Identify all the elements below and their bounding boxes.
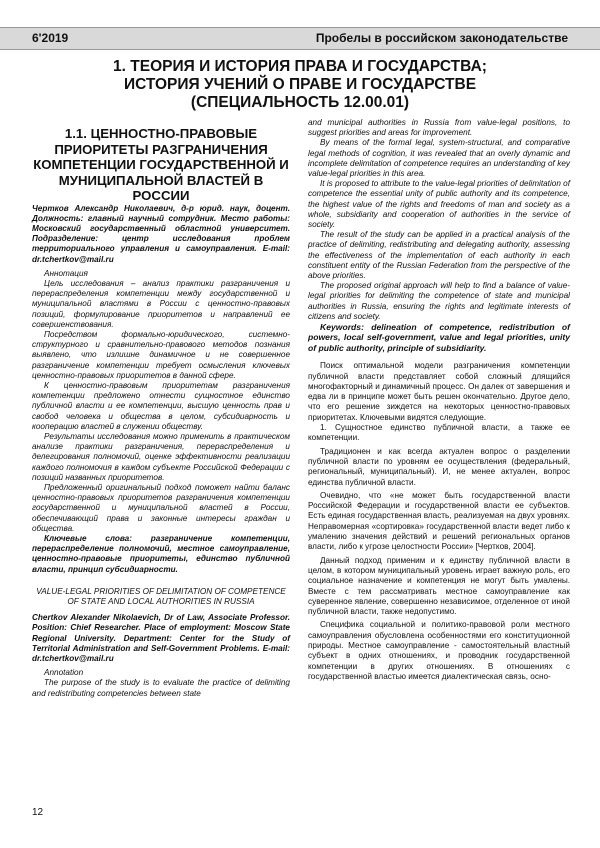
article-title-en: VALUE-LEGAL PRIORITIES OF DELIMITATION OF COMPETENCE OF STATE AND LOCAL AUTHORITIES IN RUSSIA <box>36 586 286 607</box>
abstract-en-paragraph: By means of the formal legal, system-structural, and comparative legal methods of cognition, it was revealed that an overly dynamic and incomplete delimitation of competence requires an understanding of key value-legal priorities in this area. <box>308 138 570 179</box>
abstract-en-paragraph: The result of the study can be applied in a practical analysis of the practice of delimiting, redistributing and delegating authority, assessing the effectiveness of the implementation of each authority in each constituent entity of the Russian Federation from the perspective of the above priorities. <box>308 230 570 281</box>
journal-title: Пробелы в российском законодательстве <box>315 31 568 45</box>
author-info-en: Chertkov Alexander Nikolaevich, Dr of Law, Associate Professor. Position: Chief Researcher. Place of employment: Moscow State Regional University. Department: Center for the Study of Territorial Administration and Self-Government Problems. E-mail: dr.tchertkov@mail.ru <box>32 613 290 664</box>
abstract-ru-paragraph: Цель исследования – анализ практики разграничения и перераспределения компетенции между государственной и муниципальной властями в России с ценностно-правовых позиций, формулирование приоритетов и направлений ее совершенствования. <box>32 278 290 329</box>
abstract-en-paragraph: and municipal authorities in Russia from value-legal positions, to suggest priorities and areas for improvement. <box>308 118 570 138</box>
abstract-ru-paragraph: Посредством формально-юридического, системно-структурного и сравнительно-правового методов познания выявлено, что излишне динамичное и не совершенное разграничение компетенции требует осмысления ключевых ценностно-правовых приоритетов в данной сфере. <box>32 329 290 380</box>
section-title-line-3: (СПЕЦИАЛЬНОСТЬ 12.00.01) <box>190 94 410 111</box>
issue-number: 6'2019 <box>32 31 69 45</box>
section-title <box>40 58 560 112</box>
article-title: 1.1. ЦЕННОСТНО-ПРАВОВЫЕ ПРИОРИТЕТЫ РАЗГРАНИЧЕНИЯ КОМПЕТЕНЦИИ ГОСУДАРСТВЕННОЙ И МУНИЦИПАЛЬНОЙ ВЛАСТЕЙ В РОССИИ <box>33 126 289 203</box>
right-column <box>308 118 570 682</box>
journal-header <box>0 27 600 50</box>
annotation-label-ru: Аннотация <box>44 268 88 278</box>
body-paragraph: Традиционен и как всегда актуален вопрос о разделении публичной власти по уровням ее осуществления (федеральный, региональный, муниципальный). И, не менее актуален, вопрос единства публичной власти. <box>308 446 570 487</box>
section-title-line-2: ИСТОРИЯ УЧЕНИЙ О ПРАВЕ И ГОСУДАРСТВЕ <box>123 76 477 93</box>
abstract-ru-paragraph: К ценностно-правовым приоритетам разграничения компетенции предложено отнести сущностное единство публичной власти и ее компетенции, высшую ценность прав и свобод человека и общества в целом, субсидиарность и кооперацию властей в служении обществу. <box>32 380 290 431</box>
body-paragraph: Данный подход применим и к единству публичной власти в целом, в котором муниципальный уровень играет важную роль, его социальное назначение и компетенция не могут быть умалены. Вместе с тем рассматривать местное самоуправление как суверенное явление, совершенно независимое, отделенное от иной публичной власти, также недопустимо. <box>308 555 570 617</box>
body-paragraph: Поиск оптимальной модели разграничения компетенции публичной власти представляет собой сложный длящийся многофакторный и динамичный процесс. Он далек от завершения и едва ли в принципе может быть решен окончательно. Другое дело, что его решение зиждется на некоторых ценностно-правовых приоритетах. Ключевыми видятся следующие. <box>308 361 570 422</box>
annotation-label-en: Annotation <box>44 668 84 678</box>
article-body <box>308 361 570 682</box>
left-column <box>32 126 290 699</box>
body-paragraph: 1. Сущностное единство публичной власти, а также ее компетенции. <box>308 423 570 443</box>
abstract-ru-paragraph: Предложенный оригинальный подход поможет найти баланс ценностно-правовых приоритетов разграничения компетенции государственной и муниципальной властей в России, обеспечивающий права и законные интересы граждан и общества. <box>32 482 290 533</box>
keywords-ru: Ключевые слова: разграничение компетенции, перераспределение полномочий, местное самоуправление, ценностно-правовые приоритеты, единство публичной власти, принцип субсидиарности. <box>32 534 290 574</box>
page-number: 12 <box>32 807 44 818</box>
abstract-en-paragraph: The purpose of the study is to evaluate the practice of delimiting and redistributing competencies between state <box>32 678 290 698</box>
abstract-en-paragraph: It is proposed to attribute to the value-legal priorities of delimitation of competence the essential unity of public authority and its competence, the highest value of the rights and freedoms of man and society as a whole, subsidiarity and cooperation of authorities in the service of society. <box>308 179 570 230</box>
body-paragraph: Очевидно, что «не может быть государственной власти Российской Федерации и государственной власти ее субъектов. Есть единая государственная власть, реализуемая на двух уровнях. Неправомерная «сортировка» государственной власти ведет либо к умалению значения действий и решений региональных органов власти, либо к угрозе целостности России» [Чертков, 2004]. <box>308 490 570 552</box>
body-paragraph: Специфика социальной и политико-правовой роли местного самоуправления обусловлена особенностями его конституционной природы. Местное самоуправление - самостоятельный властный субъект в одних отношениях, и проводник государственной компетенции в других отношениях. В отношениях с государственной властью имеется диалектическая связь, осно- <box>308 620 570 681</box>
abstract-ru-paragraph: Результаты исследования можно применить в практическом анализе практики разграничения, перераспределения и делегирования полномочий, оценке эффективности реализации каждого полномочия в каждом субъекте Российской Федерации с позиций названных приоритетов. <box>32 431 290 482</box>
abstract-en-paragraph: The proposed original approach will help to find a balance of value-legal priorities for delimiting the competence of state and municipal authorities in Russia, ensuring the rights and legitimate interests of citizens and society. <box>308 281 570 321</box>
section-title-line-1: 1. ТЕОРИЯ И ИСТОРИЯ ПРАВА И ГОСУДАРСТВА; <box>113 58 487 75</box>
keywords-en: Keywords: delineation of competence, redistribution of powers, local self-government, value and legal priorities, unity of public authority, principle of subsidiarity. <box>308 322 570 353</box>
author-info-ru: Чертков Александр Николаевич, д-р юрид. наук, доцент. Должность: главный научный сотрудник. Место работы: Московский государственный областной университет. Подразделение: центр исследования проблем территориального управления и самоуправления. E-mail: dr.tchertkov@mail.ru <box>32 203 290 264</box>
